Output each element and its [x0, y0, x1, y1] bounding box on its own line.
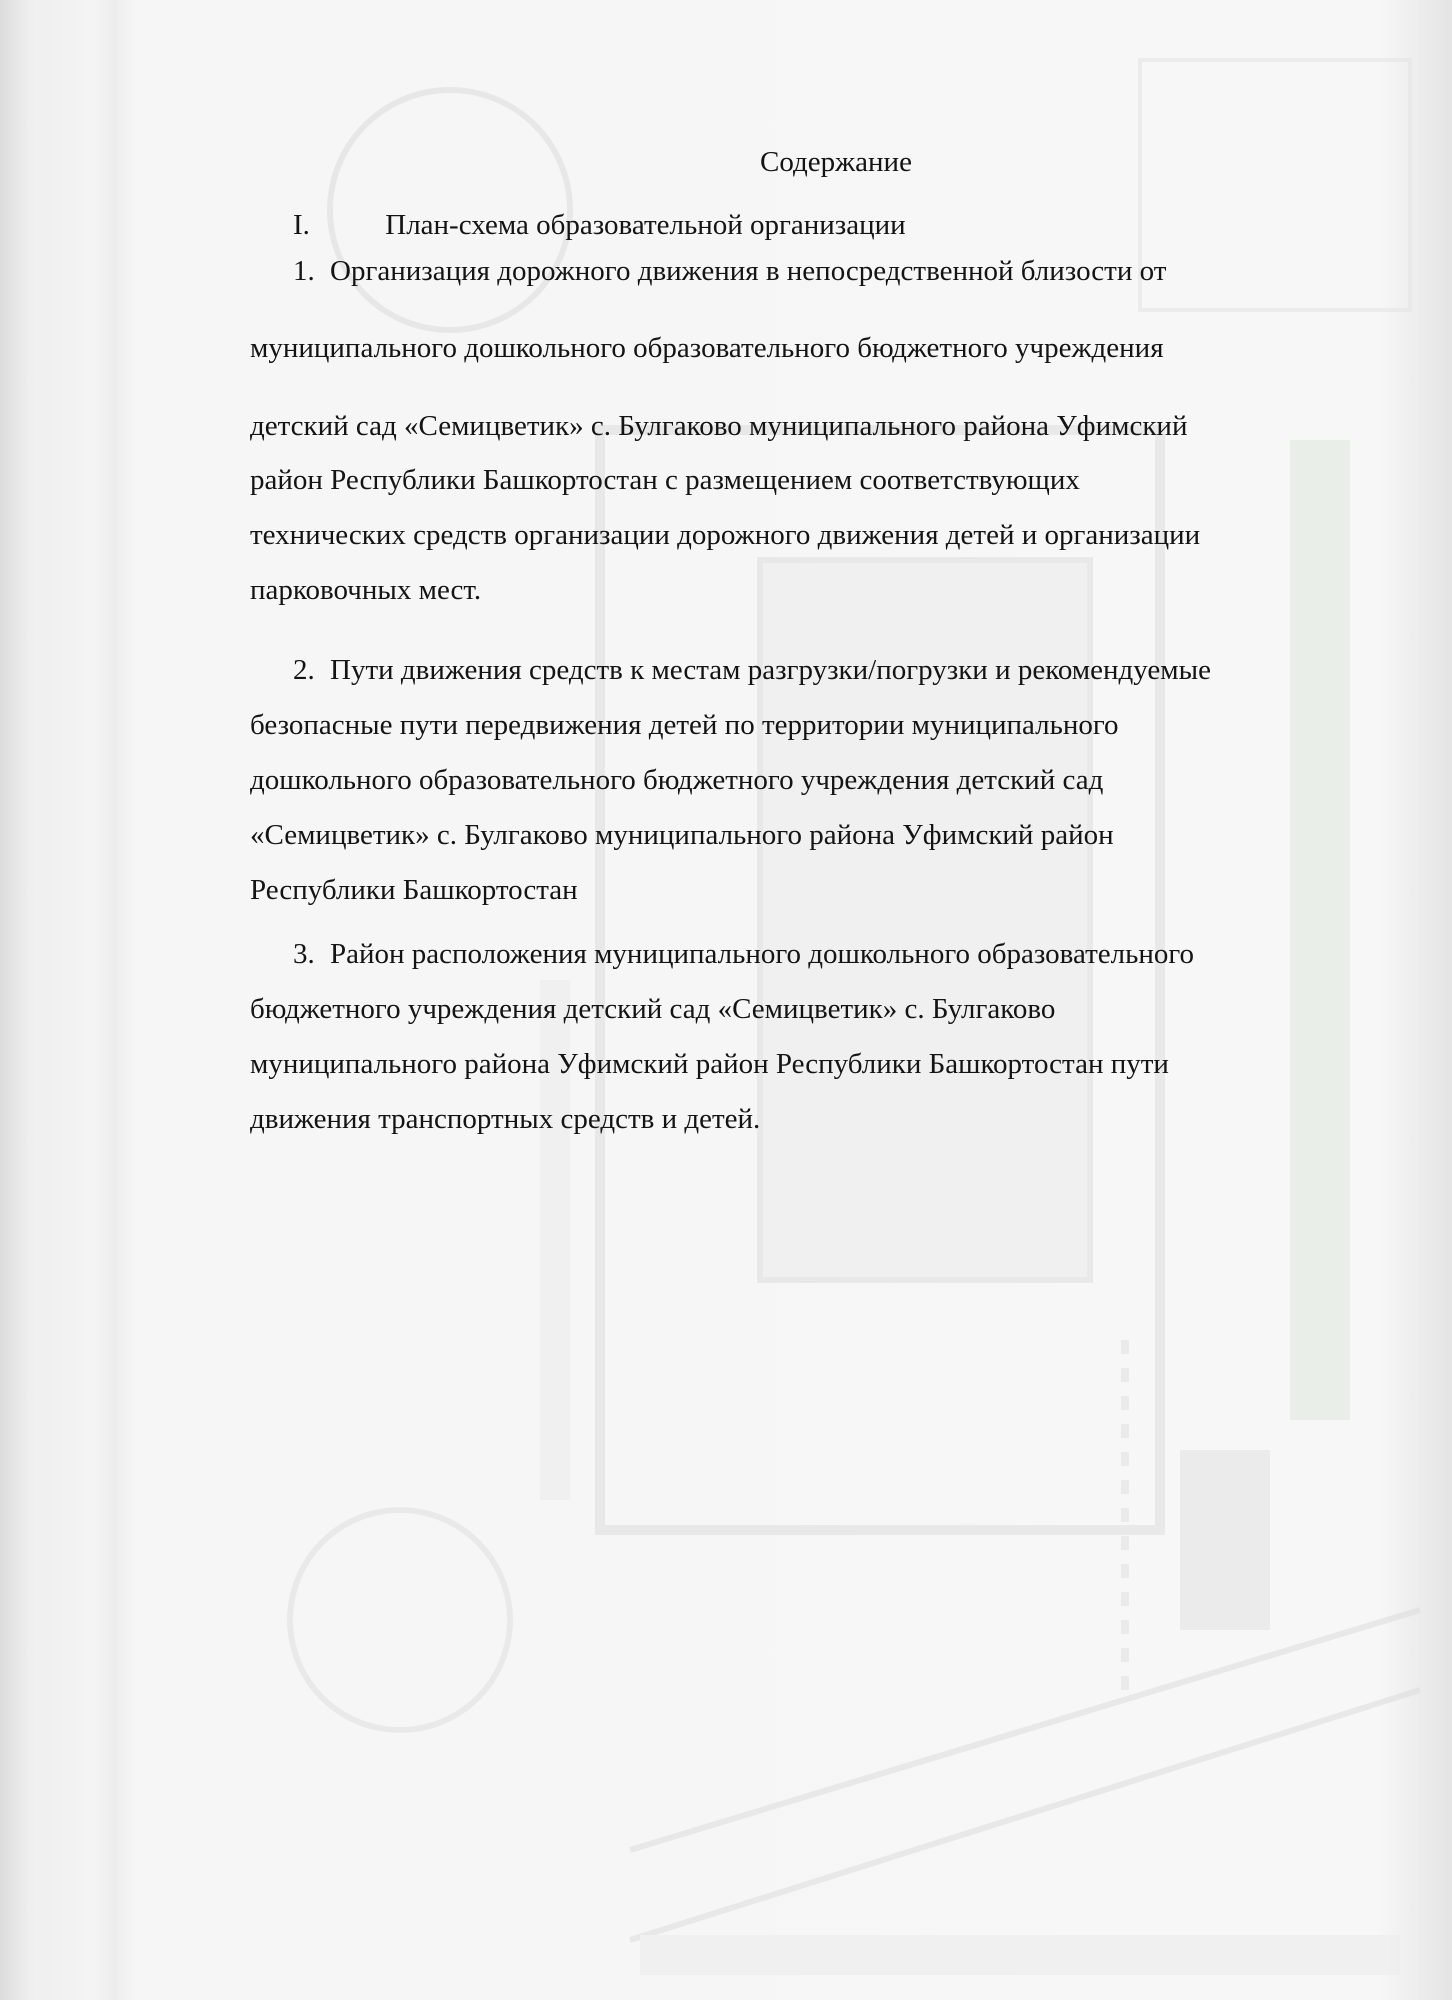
- item-2-number: 2.: [293, 654, 315, 686]
- section-number: I.: [293, 209, 310, 241]
- item-3-line: движения транспортных средств и детей.: [250, 1103, 761, 1135]
- item-2-line: дошкольного образовательного бюджетного учреждения детский сад: [250, 764, 1104, 796]
- item-2-line: безопасные пути передвижения детей по территории муниципального: [250, 709, 1119, 741]
- section-title: План-схема образовательной организации: [385, 209, 906, 241]
- section-heading: [293, 209, 906, 242]
- item-2-line: Республики Башкортостан: [250, 874, 578, 906]
- item-1-line: район Республики Башкортостан с размещением соответствующих: [250, 464, 1080, 496]
- contents-heading: Содержание: [760, 146, 912, 178]
- item-1-number: 1.: [293, 255, 315, 287]
- item-1-line: муниципального дошкольного образовательного бюджетного учреждения: [250, 332, 1164, 364]
- item-3-number: 3.: [293, 938, 315, 970]
- item-1-line: технических средств организации дорожного движения детей и организации: [250, 519, 1201, 551]
- item-2-line: Пути движения средств к местам разгрузки/погрузки и рекомендуемые: [330, 654, 1211, 686]
- item-3-line: муниципального района Уфимский район Республики Башкортостан пути: [250, 1048, 1169, 1080]
- item-1-line: детский сад «Семицветик» с. Булгаково муниципального района Уфимский: [250, 410, 1188, 442]
- item-2-line: «Семицветик» с. Булгаково муниципального района Уфимский район: [250, 819, 1114, 851]
- item-1-line: Организация дорожного движения в непосредственной близости от: [330, 255, 1167, 287]
- item-3-line: бюджетного учреждения детский сад «Семицветик» с. Булгаково: [250, 993, 1056, 1025]
- item-1-line: парковочных мест.: [250, 574, 482, 606]
- item-3-line: Район расположения муниципального дошкольного образовательного: [330, 938, 1195, 970]
